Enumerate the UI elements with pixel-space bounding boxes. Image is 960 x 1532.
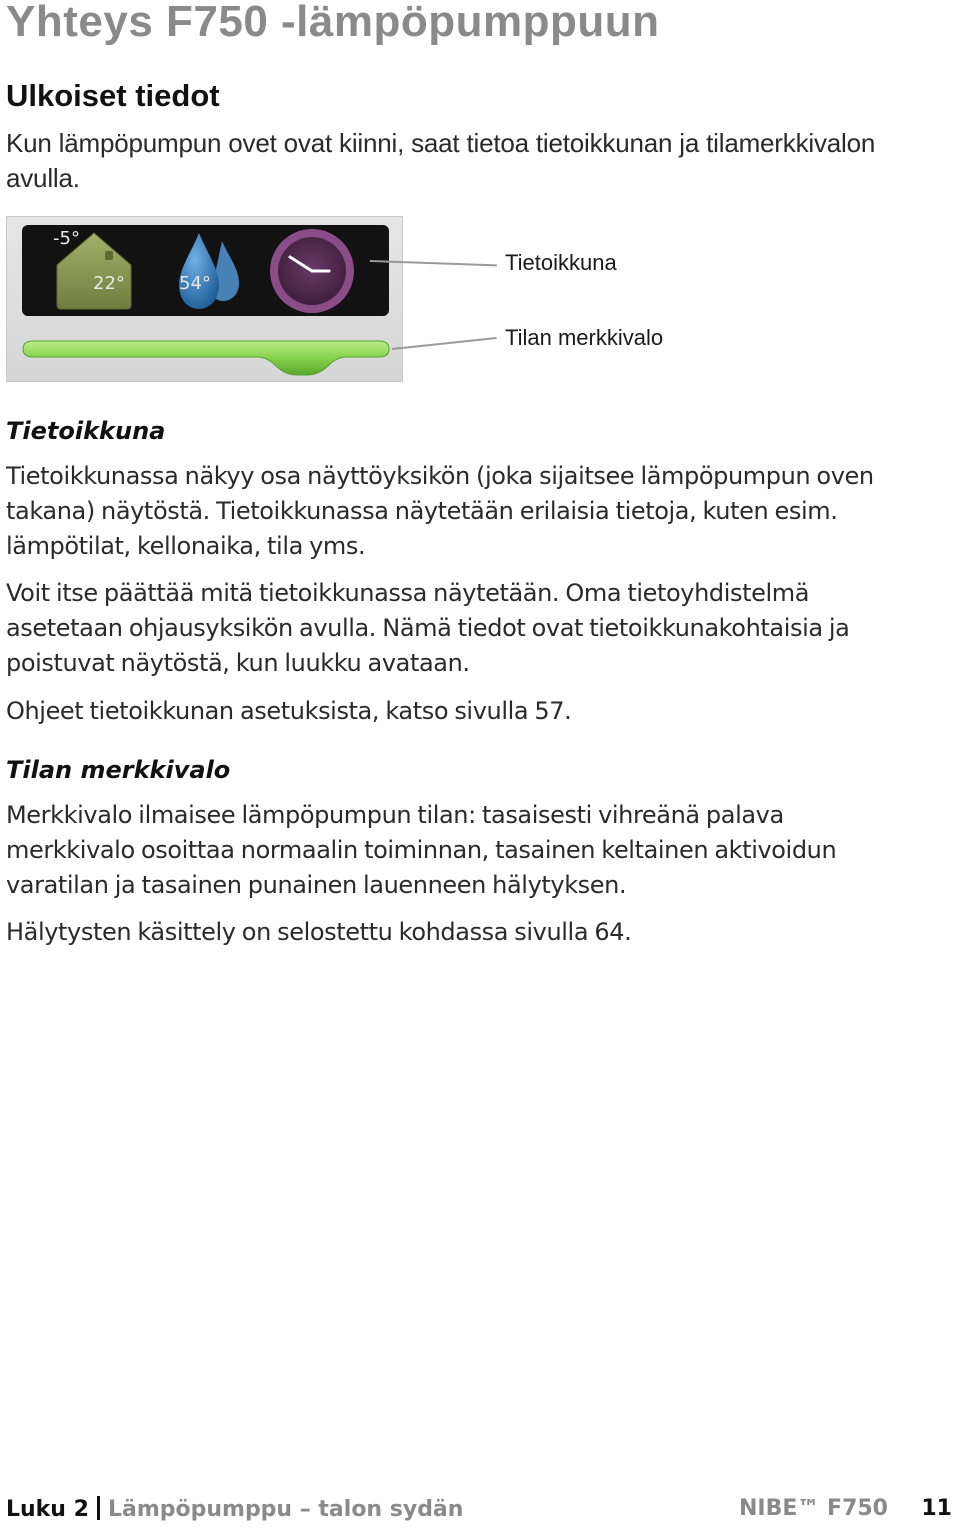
info-window-heading: Tietoikkuna xyxy=(6,417,166,445)
status-light-paragraph-1: Merkkivalo ilmaisee lämpöpumpun tilan: tasaisesti vihreänä palava merkkivalo osoittaa normaalin toiminnan, tasainen keltainen aktivoidun varatilan ja tasainen punainen lauenneen hälytyksen. xyxy=(6,801,837,899)
status-light-callout: Tilan merkkivalo xyxy=(505,325,664,350)
section-heading: Ulkoiset tiedot xyxy=(6,78,220,113)
status-light-leader-line xyxy=(392,337,497,350)
info-window-paragraph-3: Ohjeet tietoikkunan asetuksista, katso sivulla 57. xyxy=(6,697,572,725)
page-title: Yhteys F750 -lämpöpumppuun xyxy=(6,0,660,46)
page-footer xyxy=(6,1496,952,1530)
footer-chapter-title: Lämpöpumppu – talon sydän xyxy=(107,1497,464,1522)
status-light-heading: Tilan merkkivalo xyxy=(6,756,231,784)
info-window-paragraph-2: Voit itse päättää mitä tietoikkunassa näytetään. Oma tietoyhdistelmä asetetaan ohjausyksikön avulla. Nämä tiedot ovat tietoikkunakohtaisia ja poistuvat näytöstä, kun luukku avataan. xyxy=(6,579,850,677)
clock-icon xyxy=(270,229,354,313)
page-number: 11 xyxy=(921,1496,952,1521)
status-light xyxy=(23,341,389,375)
info-window-paragraph-1: Tietoikkunassa näkyy osa näyttöyksikön (joka sijaitsee lämpöpumpun oven takana) näytöstä. Tietoikkunassa näytetään erilaisia tietoja, kuten esim. lämpötilat, kellonaika, tila yms. xyxy=(6,462,874,560)
footer-separator xyxy=(97,1496,100,1520)
footer-chapter: Luku 2 xyxy=(6,1497,89,1522)
outdoor-temperature: -5° xyxy=(53,228,80,249)
water-temperature: 54° xyxy=(179,273,211,294)
footer-product: NIBE™ F750 xyxy=(738,1496,888,1521)
info-window-callout: Tietoikkuna xyxy=(505,250,617,275)
display-figure xyxy=(6,216,403,382)
indoor-temperature: 22° xyxy=(93,273,125,294)
intro-paragraph: Kun lämpöpumpun ovet ovat kiinni, saat tietoa tietoikkunan ja tilamerkkivalon avulla. xyxy=(6,128,876,193)
status-light-paragraph-2: Hälytysten käsittely on selostettu kohdassa sivulla 64. xyxy=(6,918,632,946)
footer-chapter-block xyxy=(6,1496,463,1522)
